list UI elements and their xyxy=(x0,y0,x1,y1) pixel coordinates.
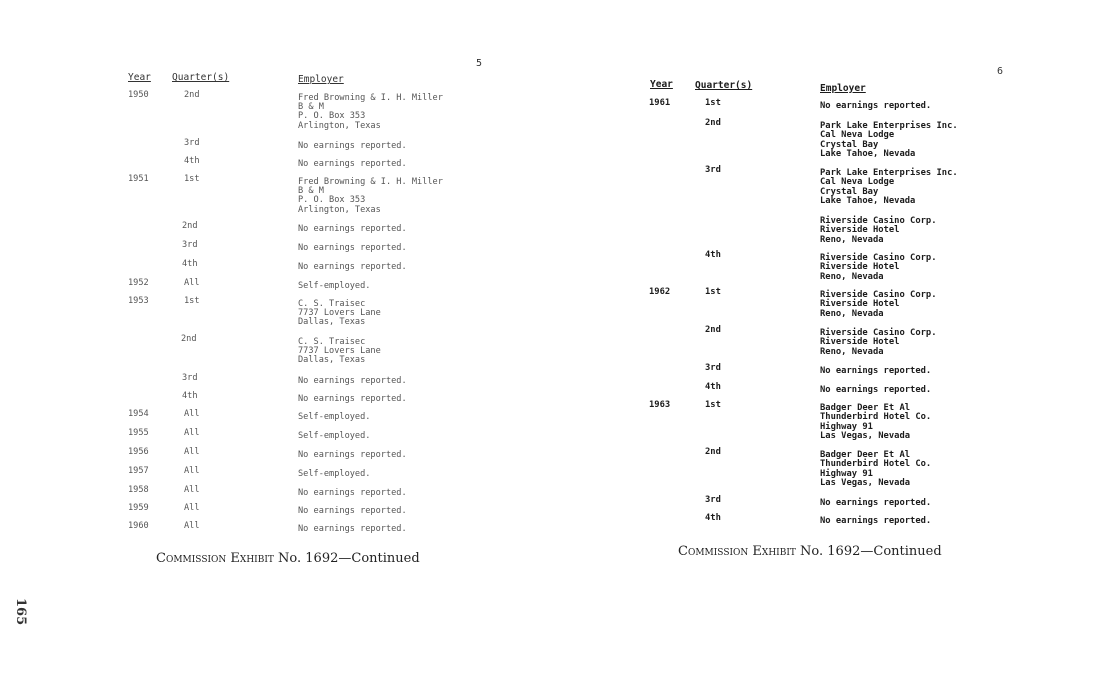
row-quarter: 3rd xyxy=(184,138,200,148)
row-employer xyxy=(298,525,407,534)
employer-line: Riverside Casino Corp. xyxy=(820,216,937,226)
row-employer xyxy=(820,291,937,319)
employer-line: 7737 Lovers Lane xyxy=(298,308,381,319)
row-year: 1963 xyxy=(649,400,671,410)
employer-line: C. S. Traisec xyxy=(298,337,366,347)
row-quarter: All xyxy=(184,447,200,457)
employer-line: Riverside Hotel xyxy=(820,299,900,310)
row-year: 1956 xyxy=(128,447,149,457)
employer-line: Dallas, Texas xyxy=(298,317,366,328)
employer-line: No earnings reported. xyxy=(298,488,407,498)
row-employer xyxy=(298,160,407,169)
row-employer xyxy=(820,329,937,357)
row-quarter: 1st xyxy=(184,174,200,184)
row-employer xyxy=(298,338,381,366)
employer-line: Cal Neva Lodge xyxy=(820,130,895,141)
row-quarter: 4th xyxy=(184,156,200,166)
employer-line: Badger Deer Et Al xyxy=(820,450,911,460)
row-year: 1960 xyxy=(128,521,149,531)
row-quarter: 3rd xyxy=(705,363,721,373)
employer-line: Riverside Hotel xyxy=(820,337,900,348)
employer-line: Self-employed. xyxy=(298,412,371,422)
employer-line: Riverside Casino Corp. xyxy=(820,253,937,263)
employer-line: Reno, Nevada xyxy=(820,346,884,357)
row-employer xyxy=(820,122,958,159)
employer-line: Lake Tahoe, Nevada xyxy=(820,148,916,159)
employer-line: Arlington, Texas xyxy=(298,120,381,131)
employer-line: Lake Tahoe, Nevada xyxy=(820,195,916,206)
row-quarter: 2nd xyxy=(705,325,721,335)
employer-line: P. O. Box 353 xyxy=(298,111,366,122)
employer-line: Self-employed. xyxy=(298,469,371,479)
employer-line: Las Vegas, Nevada xyxy=(820,477,911,488)
employer-line: No earnings reported. xyxy=(298,262,407,272)
right-page xyxy=(547,0,1094,691)
row-employer xyxy=(820,404,931,441)
row-quarter: 2nd xyxy=(705,447,721,457)
employer-line: Badger Deer Et Al xyxy=(820,403,911,413)
row-employer xyxy=(298,413,370,422)
row-quarter: 1st xyxy=(705,400,721,410)
row-quarter: 3rd xyxy=(705,495,721,505)
employer-header: Employer xyxy=(298,74,344,85)
row-employer xyxy=(820,517,931,526)
year-header: Year xyxy=(128,72,151,83)
row-employer xyxy=(298,282,370,291)
employer-line: No earnings reported. xyxy=(298,376,407,386)
employer-line: Las Vegas, Nevada xyxy=(820,430,911,441)
row-employer xyxy=(820,367,931,376)
row-employer xyxy=(820,499,931,508)
row-year: 1955 xyxy=(128,428,149,438)
employer-header: Employer xyxy=(820,83,866,94)
employer-line: Fred Browning & I. H. Miller xyxy=(298,177,443,187)
row-employer xyxy=(820,451,931,488)
employer-line: No earnings reported. xyxy=(298,394,407,404)
row-quarter: All xyxy=(184,485,200,495)
row-quarter: 2nd xyxy=(705,118,721,128)
exhibit-caption xyxy=(156,551,420,566)
employer-line: No earnings reported. xyxy=(298,506,407,516)
row-quarter: All xyxy=(184,521,200,531)
row-year: 1959 xyxy=(128,503,149,513)
row-employer xyxy=(298,470,370,479)
employer-line: No earnings reported. xyxy=(298,159,407,169)
employer-line: P. O. Box 353 xyxy=(298,195,366,206)
employer-line: Arlington, Texas xyxy=(298,204,381,215)
row-year: 1954 xyxy=(128,409,149,419)
employer-line: Highway 91 xyxy=(820,421,873,432)
row-quarter: 3rd xyxy=(705,165,721,175)
row-employer xyxy=(820,217,937,245)
row-quarter: 1st xyxy=(705,98,721,108)
page-number: 6 xyxy=(997,66,1004,77)
row-quarter: 2nd xyxy=(184,90,200,100)
row-year: 1961 xyxy=(649,98,671,108)
row-employer xyxy=(298,225,407,234)
employer-line: Riverside Hotel xyxy=(820,225,900,236)
employer-line: No earnings reported. xyxy=(820,101,932,111)
row-employer xyxy=(298,178,443,215)
row-employer xyxy=(298,263,407,272)
row-employer xyxy=(820,169,958,206)
employer-line: No earnings reported. xyxy=(820,498,932,508)
employer-line: Crystal Bay xyxy=(820,139,879,150)
row-year: 1952 xyxy=(128,278,149,288)
quarter-header: Quarter(s) xyxy=(695,80,753,91)
row-quarter: 3rd xyxy=(182,373,198,383)
row-employer xyxy=(298,244,407,253)
employer-line: Riverside Hotel xyxy=(820,262,900,273)
employer-line: No earnings reported. xyxy=(820,516,932,526)
employer-line: Fred Browning & I. H. Miller xyxy=(298,93,443,103)
row-quarter: 4th xyxy=(705,250,721,260)
employer-line: Highway 91 xyxy=(820,468,873,479)
employer-line: Self-employed. xyxy=(298,281,371,291)
row-quarter: All xyxy=(184,409,200,419)
employer-line: No earnings reported. xyxy=(298,524,407,534)
employer-line: Riverside Casino Corp. xyxy=(820,328,937,338)
employer-line: Thunderbird Hotel Co. xyxy=(820,459,932,470)
row-quarter: 2nd xyxy=(182,221,198,231)
row-employer xyxy=(820,254,937,282)
employer-line: No earnings reported. xyxy=(298,450,407,460)
employer-line: No earnings reported. xyxy=(820,385,932,395)
row-employer xyxy=(298,94,443,131)
employer-line: Thunderbird Hotel Co. xyxy=(820,412,932,423)
employer-line: Riverside Casino Corp. xyxy=(820,290,937,300)
page-number: 5 xyxy=(476,58,483,69)
employer-line: Park Lake Enterprises Inc. xyxy=(820,121,958,131)
row-quarter: 4th xyxy=(705,382,721,392)
row-quarter: 1st xyxy=(184,296,200,306)
employer-line: B & M xyxy=(298,186,324,197)
row-employer xyxy=(298,300,381,328)
employer-line: No earnings reported. xyxy=(820,366,932,376)
side-page-number: 165 xyxy=(13,598,28,626)
employer-line: Cal Neva Lodge xyxy=(820,177,895,188)
row-quarter: All xyxy=(184,503,200,513)
row-quarter: All xyxy=(184,428,200,438)
caption-prefix: Commission Exhibit xyxy=(678,544,796,559)
row-year: 1957 xyxy=(128,466,149,476)
row-quarter: 4th xyxy=(182,391,198,401)
exhibit-caption xyxy=(678,544,942,559)
row-employer xyxy=(298,451,407,460)
row-year: 1951 xyxy=(128,174,149,184)
caption-suffix: No. 1692—Continued xyxy=(278,551,420,566)
row-quarter: 4th xyxy=(705,513,721,523)
quarter-header: Quarter(s) xyxy=(172,72,230,83)
row-employer xyxy=(820,386,931,395)
employer-line: Reno, Nevada xyxy=(820,308,884,319)
employer-line: No earnings reported. xyxy=(298,141,407,151)
row-employer xyxy=(820,102,931,111)
employer-line: No earnings reported. xyxy=(298,224,407,234)
employer-line: 7737 Lovers Lane xyxy=(298,346,381,357)
row-quarter: All xyxy=(184,278,200,288)
row-quarter: 2nd xyxy=(181,334,197,344)
employer-line: Reno, Nevada xyxy=(820,234,884,245)
row-employer xyxy=(298,489,407,498)
row-employer xyxy=(298,507,407,516)
employer-line: Dallas, Texas xyxy=(298,355,366,366)
row-quarter: 3rd xyxy=(182,240,198,250)
row-year: 1953 xyxy=(128,296,149,306)
row-quarter: 1st xyxy=(705,287,721,297)
row-year: 1958 xyxy=(128,485,149,495)
employer-line: Park Lake Enterprises Inc. xyxy=(820,168,958,178)
employer-line: Self-employed. xyxy=(298,431,371,441)
caption-suffix: No. 1692—Continued xyxy=(800,544,942,559)
row-quarter: 4th xyxy=(182,259,198,269)
row-employer xyxy=(298,432,370,441)
employer-line: Crystal Bay xyxy=(820,186,879,197)
row-employer xyxy=(298,377,407,386)
row-quarter: All xyxy=(184,466,200,476)
employer-line: C. S. Traisec xyxy=(298,299,366,309)
year-header: Year xyxy=(650,79,673,90)
row-employer xyxy=(298,142,407,151)
employer-line: No earnings reported. xyxy=(298,243,407,253)
caption-prefix: Commission Exhibit xyxy=(156,551,274,566)
row-year: 1962 xyxy=(649,287,671,297)
row-year: 1950 xyxy=(128,90,149,100)
employer-line: Reno, Nevada xyxy=(820,271,884,282)
employer-line: B & M xyxy=(298,102,324,113)
row-employer xyxy=(298,395,407,404)
